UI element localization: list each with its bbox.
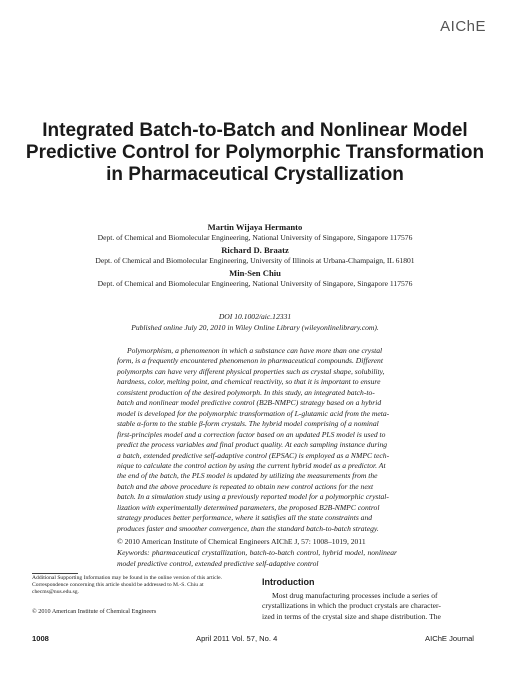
abstract-line: produces faster and smoother convergence, than the standard batch-to-batch strategy.: [117, 523, 379, 533]
footnote-divider: [32, 573, 78, 574]
footnote-correspondence: Correspondence concerning this article should be addressed to M.-S. Chiu at checms@nus.edu.sg.: [32, 582, 204, 595]
abstract-line: stable α-form to the stable β-form crystals. The hybrid model comprising of a nominal: [117, 419, 379, 429]
footnote-supporting-info: Additional Supporting Information may be found in the online version of this article.: [32, 575, 222, 581]
abstract-line: hardness, color, melting point, and chemical reactivity, so that it is important to ensure: [117, 377, 381, 387]
doi: DOI 10.1002/aic.12331: [218, 312, 292, 321]
abstract-line: Polymorphism, a phenomenon in which a substance can have more than one crystal: [127, 346, 383, 355]
abstract-line: polymorphs can have very different physical properties such as crystal shape, solubility,: [117, 366, 385, 376]
author-affiliation: Dept. of Chemical and Biomolecular Engineering, National University of Singapore, Singapore 117576: [97, 279, 413, 288]
abstract-copyright: © 2010 American Institute of Chemical Engineers AIChE J, 57: 1008–1019, 2011: [117, 537, 366, 546]
abstract: [117, 346, 397, 534]
abstract-line: strategy produces better performance, where it satisfies all the state constraints and: [117, 513, 373, 523]
intro-line: Most drug manufacturing processes include a series of: [272, 591, 438, 600]
author-name: Richard D. Braatz: [221, 245, 289, 255]
author-name: Min-Sen Chiu: [229, 268, 281, 278]
section-body: [262, 591, 474, 622]
keywords: Keywords: pharmaceutical crystallization, batch-to-batch control, hybrid model, nonlinear model predictive control, extended predictive self-adaptive control: [117, 548, 397, 568]
article-title: Integrated Batch-to-Batch and Nonlinear Model Predictive Control for Polymorphic Transformation in Pharmaceutical Crystallization: [25, 120, 485, 185]
abstract-line: consistent production of the desired polymorph. In this study, an integrated batch-to-: [117, 387, 375, 397]
abstract-line: nique to calculate the control action by using the current hybrid model as a predictor. At: [117, 460, 386, 470]
abstract-line: predict the process variables and final product quality. At each sampling instance during: [117, 440, 388, 450]
publication-note: Published online July 20, 2010 in Wiley Online Library (wileyonlinelibrary.com).: [131, 323, 379, 332]
author-name: Martin Wijaya Hermanto: [207, 222, 303, 232]
abstract-line: model is developed for the polymorphic transformation of L-glutamic acid from the meta-: [117, 408, 390, 418]
journal-name: AIChE Journal: [425, 634, 474, 643]
abstract-line: first-principles model and a correction factor based on an updated PLS model is used to: [117, 429, 386, 439]
author-affiliation: Dept. of Chemical and Biomolecular Engineering, National University of Singapore, Singapore 117576: [97, 233, 413, 242]
abstract-line: form, is a frequently encountered phenomenon in pharmaceutical compounds. Different: [117, 356, 383, 366]
section-heading: Introduction: [262, 577, 315, 587]
intro-line: crystallizations in which the product crystals are character-: [262, 601, 441, 611]
abstract-line: batch and the above procedure is repeated to obtain new control actions for the next: [117, 481, 374, 491]
abstract-line: the end of the batch, the PLS model is updated by utilizing the measurements from the: [117, 471, 378, 481]
abstract-line: lization with experimentally determined parameters, the proposed B2B-NMPC control: [117, 502, 380, 512]
footnote-copyright: © 2010 American Institute of Chemical Engineers: [32, 608, 157, 615]
footnotes: [32, 575, 240, 596]
journal-logo: AIChE: [440, 18, 486, 35]
page-number: 1008: [32, 634, 49, 643]
issue-info: April 2011 Vol. 57, No. 4: [196, 634, 278, 643]
author-affiliation: Dept. of Chemical and Biomolecular Engineering, University of Illinois at Urbana-Champaign, IL 61801: [95, 256, 415, 265]
intro-line: ized in terms of the crystal size and shape distribution. The: [262, 611, 441, 621]
abstract-line: batch. In a simulation study using a previously reported model for a polymorphic crystal-: [117, 492, 389, 502]
abstract-line: batch and nonlinear model predictive control (B2B-NMPC) strategy based on a hybrid: [117, 398, 382, 408]
abstract-line: a batch, extended predictive self-adaptive control (EPSAC) is employed as a NMPC tech-: [117, 450, 390, 460]
